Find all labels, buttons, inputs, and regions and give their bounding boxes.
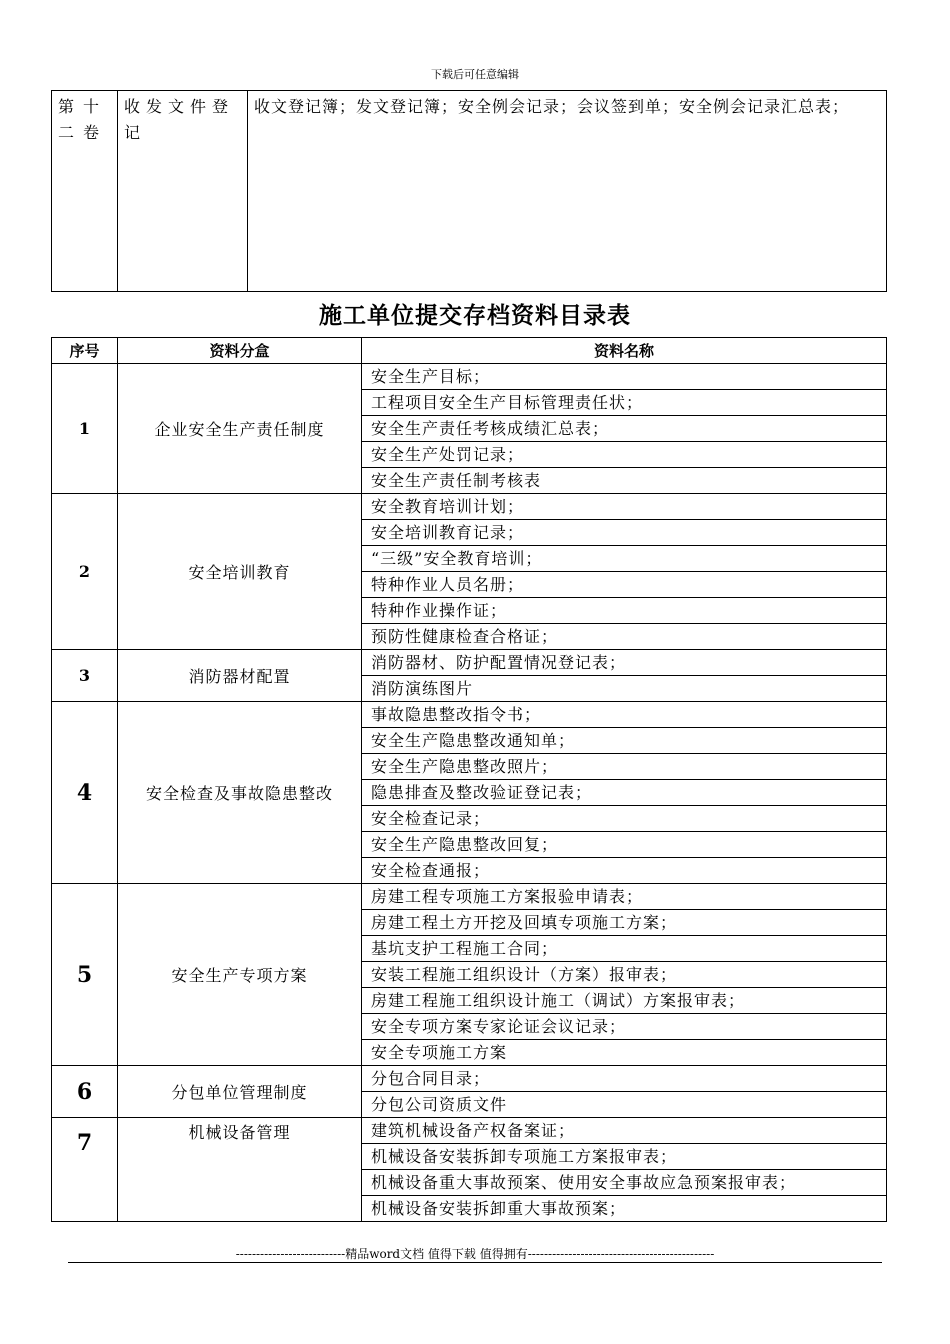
footer-text: ---------------------------精品word文档 值得下载 值得拥有----------------------------------------------	[235, 1247, 715, 1261]
table-row	[52, 884, 887, 1066]
list-item: 安全专项方案专家论证会议记录；	[362, 1014, 886, 1040]
footer-divider	[68, 1262, 882, 1263]
list-item: 安全培训教育记录；	[362, 520, 886, 546]
seq-cell: 1	[52, 364, 118, 494]
list-item: 房建工程施工组织设计施工（调试）方案报审表；	[362, 988, 886, 1014]
box-cell: 安全检查及事故隐患整改	[118, 702, 362, 884]
names-cell	[362, 1118, 887, 1222]
list-item: 安全检查通报；	[371, 861, 491, 880]
list-item: 机械设备安装拆卸重大事故预案；	[371, 1199, 627, 1218]
list-item: 安全生产隐患整改回复；	[362, 832, 886, 858]
list-item: 特种作业操作证；	[362, 598, 886, 624]
list-item: 特种作业人员名册；	[362, 572, 886, 598]
seq-cell: 5	[52, 884, 118, 1066]
box-cell: 消防器材配置	[118, 650, 362, 702]
list-item: 预防性健康检查合格证；	[371, 627, 559, 646]
names-cell	[362, 364, 887, 494]
list-item: 安全专项施工方案	[371, 1043, 508, 1062]
names-cell	[362, 1066, 887, 1118]
box-cell: 机械设备管理	[118, 1118, 362, 1222]
list-item: 房建工程土方开挖及回填专项施工方案；	[362, 910, 886, 936]
seq-cell: 4	[52, 702, 118, 884]
list-item: 安全生产责任考核成绩汇总表；	[362, 416, 886, 442]
table-row	[52, 91, 887, 292]
items-cell: 收文登记簿；发文登记簿；安全例会记录；会议签到单；安全例会记录汇总表；	[248, 91, 887, 292]
names-list	[362, 702, 886, 883]
list-item: 机械设备重大事故预案、使用安全事故应急预案报审表；	[362, 1170, 886, 1196]
list-item: 房建工程专项施工方案报验申请表；	[362, 884, 886, 910]
table-row	[52, 364, 887, 494]
box-cell: 安全培训教育	[118, 494, 362, 650]
header-seq: 序号	[52, 338, 118, 364]
archive-catalog-table	[51, 337, 887, 1222]
list-item: 分包合同目录；	[362, 1066, 886, 1092]
list-item: 安全生产处罚记录；	[362, 442, 886, 468]
names-list	[362, 884, 886, 1065]
names-list	[362, 650, 886, 701]
document-title: 施工单位提交存档资料目录表	[319, 302, 631, 329]
list-item: 建筑机械设备产权备案证；	[362, 1118, 886, 1144]
header-note: 下载后可任意编辑	[431, 68, 519, 81]
names-cell	[362, 494, 887, 650]
table-header-row	[52, 338, 887, 364]
list-item: 安全检查记录；	[362, 806, 886, 832]
list-item: 安全生产责任制考核表	[371, 471, 542, 490]
box-cell: 企业安全生产责任制度	[118, 364, 362, 494]
list-item: 消防演练图片	[371, 679, 474, 698]
category-cell: 收发文件登记	[118, 91, 248, 292]
header-box: 资料分盒	[118, 338, 362, 364]
list-item: 消防器材、防护配置情况登记表；	[362, 650, 886, 676]
names-list	[362, 1118, 886, 1221]
list-item: 基坑支护工程施工合同；	[362, 936, 886, 962]
list-item: 安装工程施工组织设计（方案）报审表；	[362, 962, 886, 988]
seq-cell: 2	[52, 494, 118, 650]
list-item: 安全生产目标；	[362, 364, 886, 390]
list-item: 安全教育培训计划；	[362, 494, 886, 520]
names-list	[362, 1066, 886, 1117]
table-row	[52, 1118, 887, 1222]
list-item: 安全生产隐患整改通知单；	[362, 728, 886, 754]
box-cell: 分包单位管理制度	[118, 1066, 362, 1118]
table-row	[52, 650, 887, 702]
list-item: 机械设备安装拆卸专项施工方案报审表；	[362, 1144, 886, 1170]
list-item: 安全生产隐患整改照片；	[362, 754, 886, 780]
names-cell	[362, 702, 887, 884]
list-item: 工程项目安全生产目标管理责任状；	[362, 390, 886, 416]
names-cell	[362, 884, 887, 1066]
list-item: 分包公司资质文件	[371, 1095, 508, 1114]
table-row	[52, 494, 887, 650]
names-cell	[362, 650, 887, 702]
box-cell: 安全生产专项方案	[118, 884, 362, 1066]
names-list	[362, 364, 886, 493]
table-row	[52, 1066, 887, 1118]
continuation-table	[51, 90, 887, 292]
seq-cell: 3	[52, 650, 118, 702]
seq-cell: 7	[52, 1118, 118, 1222]
names-list	[362, 494, 886, 649]
header-name: 资料名称	[362, 338, 887, 364]
volume-cell: 第十二卷	[52, 91, 118, 292]
list-item: “三级”安全教育培训；	[362, 546, 886, 572]
table-body	[52, 364, 887, 1222]
seq-cell: 6	[52, 1066, 118, 1118]
table-row	[52, 702, 887, 884]
list-item: 隐患排查及整改验证登记表；	[362, 780, 886, 806]
list-item: 事故隐患整改指令书；	[362, 702, 886, 728]
